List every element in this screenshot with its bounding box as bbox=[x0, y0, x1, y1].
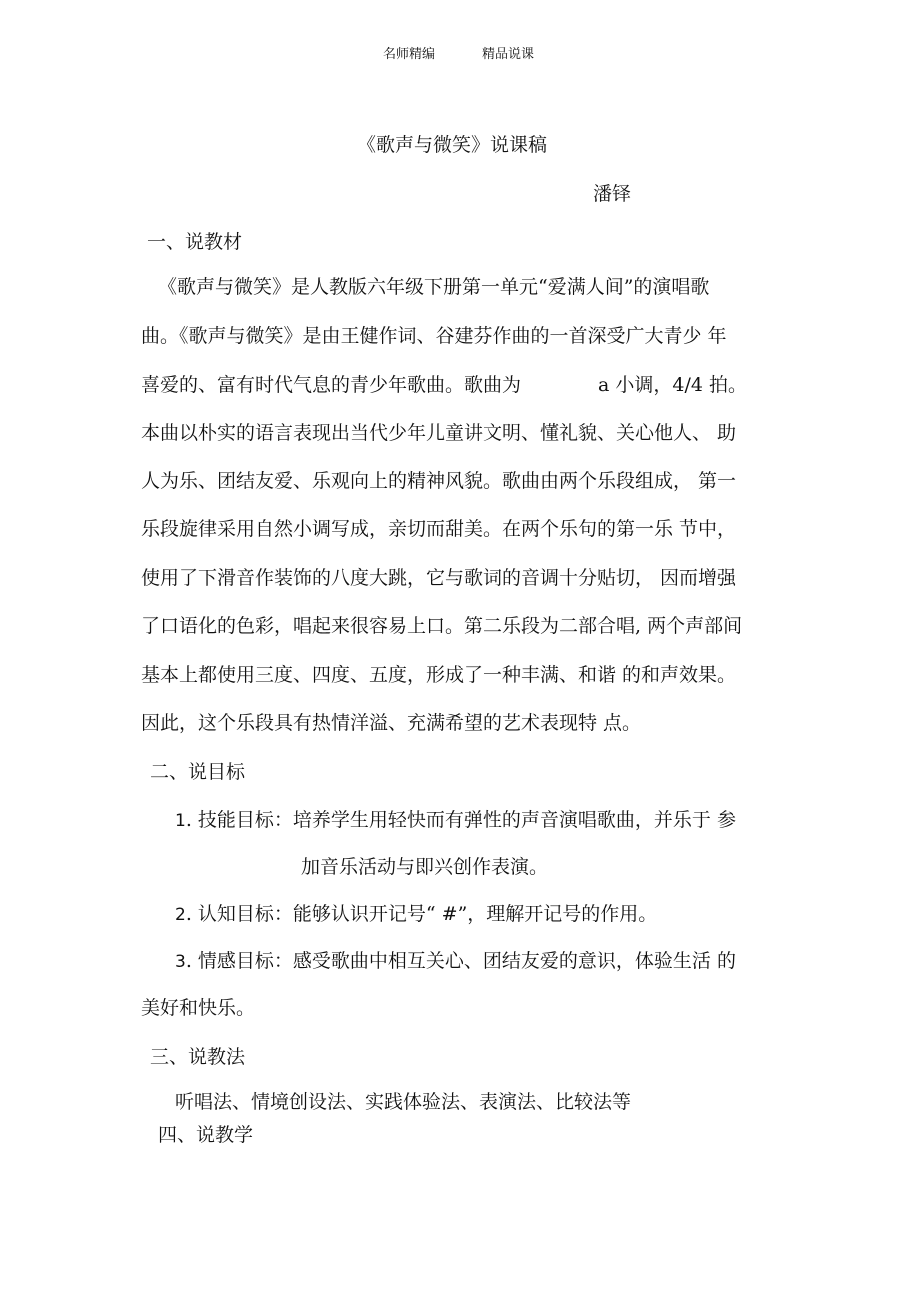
paragraph-line: 喜爱的、富有时代气息的青少年歌曲。歌曲为 bbox=[141, 374, 522, 396]
goal-item bbox=[175, 899, 657, 926]
section-heading-1: 一、说教材 bbox=[147, 231, 243, 253]
paragraph-line: 乐段旋律采用自然小调写成，亲切而甜美。在两个乐句的第一乐 节中， bbox=[141, 518, 737, 540]
paragraph-line: 曲。《歌声与微笑》是由王健作词、谷建芬作曲的一首深受广大青少 年 bbox=[141, 325, 727, 347]
section-heading-3: 三、说教法 bbox=[150, 1046, 246, 1068]
document-title: 《歌声与微笑》说课稿 bbox=[357, 134, 548, 156]
goal-number: 1 bbox=[175, 811, 186, 831]
paragraph-line: a 小调，4/4 拍。 bbox=[598, 374, 747, 396]
paragraph-line: 本曲以朴实的语言表现出当代少年儿童讲文明、懂礼貌、关心他人、 助 bbox=[141, 422, 737, 444]
header-left: 名师精编 bbox=[383, 47, 436, 62]
author-name: 潘铎 bbox=[593, 183, 632, 205]
paragraph-line: 使用了下滑音作装饰的八度大跳，它与歌词的音调十分贴切， 因而增强 bbox=[141, 567, 737, 589]
paragraph-line: 人为乐、团结友爱、乐观向上的精神风貌。歌曲由两个乐段组成， 第一 bbox=[141, 470, 737, 492]
header-right: 精品说课 bbox=[482, 47, 535, 62]
paragraph-line: 《歌声与微笑》是人教版六年级下册第一单元“爱满人间”的演唱歌 bbox=[158, 276, 710, 298]
section-heading-4: 四、说教学 bbox=[158, 1124, 254, 1146]
paragraph-line: 因此，这个乐段具有热情洋溢、充满希望的艺术表现特 点。 bbox=[141, 712, 642, 734]
paragraph-line: 了口语化的色彩，唱起来很容易上口。第二乐段为二部合唱, 两个声部间 bbox=[141, 615, 743, 637]
method-list: 听唱法、情境创设法、实践体验法、表演法、比较法等 bbox=[175, 1091, 632, 1113]
goal-text: . 情感目标：感受歌曲中相互关心、团结友爱的意识，体验生活 的 bbox=[185, 950, 736, 972]
section-heading-2: 二、说目标 bbox=[150, 761, 246, 783]
goal-item bbox=[175, 946, 736, 973]
goal-number: 3 bbox=[175, 952, 186, 972]
goal-text: . 技能目标：培养学生用轻快而有弹性的声音演唱歌曲，并乐于 参 bbox=[185, 809, 736, 831]
goal-continuation: 美好和快乐。 bbox=[141, 997, 256, 1019]
goal-item bbox=[175, 805, 736, 832]
goal-text: . 认知目标：能够认识开记号“ #”，理解开记号的作用。 bbox=[185, 903, 658, 925]
goal-continuation: 加音乐活动与即兴创作表演。 bbox=[301, 856, 549, 878]
goal-number: 2 bbox=[175, 905, 186, 925]
paragraph-line: 基本上都使用三度、四度、五度，形成了一种丰满、和谐 的和声效果。 bbox=[141, 664, 737, 686]
